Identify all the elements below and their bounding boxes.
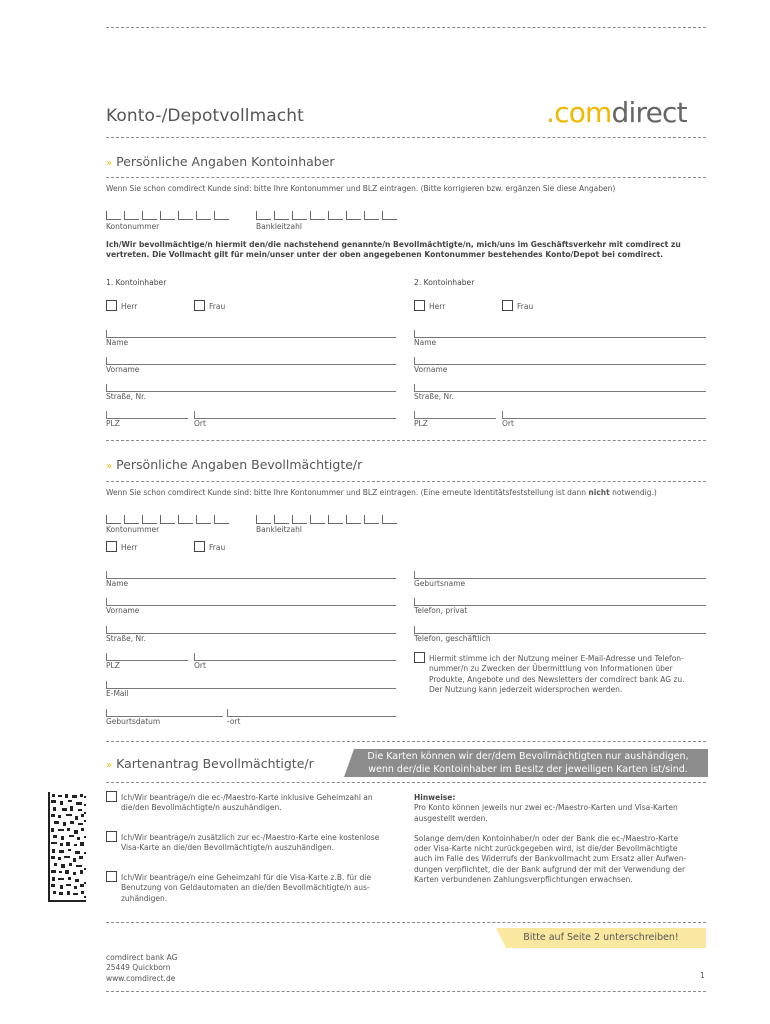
bankleitzahl-label: Bankleitzahl <box>256 525 302 534</box>
bevollm-vorname-field[interactable] <box>106 605 396 606</box>
bevollm-strasse-field[interactable] <box>106 633 396 634</box>
strasse-label: Straße, Nr. <box>414 392 454 401</box>
vorname-label: Vorname <box>106 606 140 615</box>
card-option-pin-checkbox[interactable] <box>106 871 117 882</box>
ort-label: Ort <box>194 661 206 670</box>
section-heading-kontoinhaber: » Persönliche Angaben Kontoinhaber <box>106 154 335 169</box>
bankleitzahl-label: Bankleitzahl <box>256 222 302 231</box>
hints-block: Hinweise: Pro Konto können jeweils nur zwei ec-/Maestro-Karten und Visa-Karten ausgestellt werden. Solange dem/den Kontoinhaber/n oder der Bank die ec-/Maestro-Karte oder Visa-Karte nicht zurückgegeben wird, ist die/der Bevollmächtigte auch im Falle des Widerrufs der Bankvollmacht zum Ersatz aller Aufwen- dungen verpflichtet, die der Bank aufgrund der mit der Verwendung der Karten verbundenen Zahlungsverpflichtungen erwachsen. <box>414 793 687 885</box>
arrow-icon: » <box>106 461 113 472</box>
holder2-ort-field[interactable] <box>502 418 706 419</box>
plz-label: PLZ <box>414 419 428 428</box>
name-label: Name <box>414 338 437 347</box>
kontonummer-field[interactable] <box>106 211 236 221</box>
comdirect-logo: .comdirect <box>546 96 687 129</box>
hint-text: Wenn Sie schon comdirect Kunde sind: bitte Ihre Kontonummer und BLZ eintragen. (Bitte korrigieren bzw. ergänzen Sie diese Angaben) <box>106 184 616 193</box>
frau-label: Frau <box>209 543 226 552</box>
hint-text: Wenn Sie schon comdirect Kunde sind: bitte Ihre Kontonummer und BLZ eintragen. (Eine erneute Identitätsfeststellung ist dann nicht notwendig.) <box>106 488 657 497</box>
kontonummer-label: Kontonummer <box>106 525 160 534</box>
card-option-ec-checkbox[interactable] <box>106 791 117 802</box>
arrow-icon: » <box>106 158 113 169</box>
herr-label: Herr <box>429 302 446 311</box>
frau-label: Frau <box>517 302 534 311</box>
page-number: 1 <box>700 971 705 980</box>
card-notice-banner: Die Karten können wir der/dem Bevollmächtigten nur aushändigen, wenn der/die Kontoinhaber im Besitz der jeweiligen Karten ist/sind. <box>367 751 689 775</box>
bevollm-herr-checkbox[interactable] <box>106 541 117 552</box>
bevollm-geburtsort-field[interactable] <box>227 716 396 717</box>
holder2-strasse-field[interactable] <box>414 391 706 392</box>
consent-checkbox[interactable] <box>414 652 425 663</box>
holder2-herr-checkbox[interactable] <box>414 300 425 311</box>
consent-text: Hiermit stimme ich der Nutzung meiner E-Mail-Adresse und Telefon- nummer/n zu Zwecken der Übermittlung von Informationen über Produkte, Angebote und des Newsletters der comdirect bank AG zu. Der Nutzung kann jederzeit widersprochen werden. <box>429 654 685 694</box>
holder1-label: 1. Kontoinhaber <box>106 278 167 287</box>
kontonummer-field[interactable] <box>106 515 236 525</box>
vorname-label: Vorname <box>414 365 448 374</box>
telefon-privat-label: Telefon, privat <box>414 606 468 615</box>
vorname-label: Vorname <box>106 365 140 374</box>
ort-label: Ort <box>502 419 514 428</box>
holder2-label: 2. Kontoinhaber <box>414 278 475 287</box>
bevollm-email-field[interactable] <box>106 688 396 689</box>
holder1-name-field[interactable] <box>106 337 396 338</box>
arrow-icon: » <box>106 760 113 771</box>
holder2-frau-checkbox[interactable] <box>502 300 513 311</box>
holder1-herr-checkbox[interactable] <box>106 300 117 311</box>
frau-label: Frau <box>209 302 226 311</box>
card-option-ec-text: Ich/Wir beantrage/n die ec-/Maestro-Karte inklusive Geheimzahl an die/den Bevollmächtigte/n auszuhändigen. <box>121 793 373 813</box>
bevollm-name-field[interactable] <box>106 578 396 579</box>
holder1-vorname-field[interactable] <box>106 364 396 365</box>
bankleitzahl-field[interactable] <box>256 211 401 221</box>
footer-address: comdirect bank AG 25449 Quickborn www.comdirect.de <box>106 953 178 983</box>
email-label: E-Mail <box>106 689 129 698</box>
ort-label: Ort <box>194 419 206 428</box>
holder1-frau-checkbox[interactable] <box>194 300 205 311</box>
card-option-pin-text: Ich/Wir beantrage/n eine Geheimzahl für die Visa-Karte z.B. für die Benutzung von Geldautomaten an die/den Bevollmächtigte/n aus- zuhändigen. <box>121 873 372 903</box>
bevollm-frau-checkbox[interactable] <box>194 541 205 552</box>
telefon-geschaeftlich-label: Telefon, geschäftlich <box>414 634 491 643</box>
geburtsname-label: Geburtsname <box>414 579 466 588</box>
name-label: Name <box>106 338 129 347</box>
plz-label: PLZ <box>106 661 120 670</box>
authorization-statement: Ich/Wir bevollmächtige/n hiermit den/die nachstehend genannte/n Bevollmächtigte/n, mich/uns im Geschäftsverkehr mit comdirect zu vertreten. Die Vollmacht gilt für mein/unser unter der oben angegebenen Kontonummer bestehendes Konto/Depot bei comdirect. <box>106 240 681 260</box>
bankleitzahl-field[interactable] <box>256 515 401 525</box>
herr-label: Herr <box>121 302 138 311</box>
plz-label: PLZ <box>106 419 120 428</box>
card-option-visa-checkbox[interactable] <box>106 831 117 842</box>
geburtsdatum-label: Geburtsdatum <box>106 717 161 726</box>
card-option-visa-text: Ich/Wir beantrage/n zusätzlich zur ec-/Maestro-Karte eine kostenlose Visa-Karte an die/den Bevollmächtigte/n auszuhändigen. <box>121 833 380 853</box>
page-title: Konto-/Depotvollmacht <box>106 106 304 126</box>
herr-label: Herr <box>121 543 138 552</box>
bevollm-ort-field[interactable] <box>194 660 396 661</box>
holder1-strasse-field[interactable] <box>106 391 396 392</box>
geburtsort-label: -ort <box>227 717 241 726</box>
section-heading-bevollmaechtigte: » Persönliche Angaben Bevollmächtigte/r <box>106 457 363 472</box>
holder2-vorname-field[interactable] <box>414 364 706 365</box>
holder1-ort-field[interactable] <box>194 418 396 419</box>
datamatrix-code-icon <box>48 792 86 902</box>
strasse-label: Straße, Nr. <box>106 392 146 401</box>
strasse-label: Straße, Nr. <box>106 634 146 643</box>
sign-notice: Bitte auf Seite 2 unterschreiben! <box>523 932 679 943</box>
section-heading-kartenantrag: » Kartenantrag Bevollmächtigte/r <box>106 756 314 771</box>
kontonummer-label: Kontonummer <box>106 222 160 231</box>
holder2-name-field[interactable] <box>414 337 706 338</box>
name-label: Name <box>106 579 129 588</box>
